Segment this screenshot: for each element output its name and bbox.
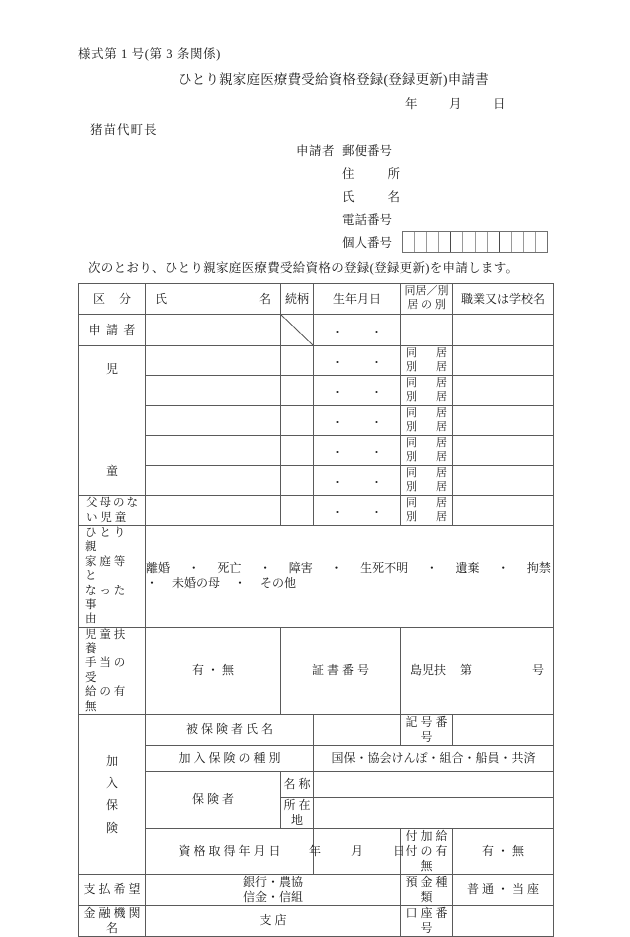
child-row-2 xyxy=(79,376,554,406)
applicant-phone-row xyxy=(296,207,548,230)
acquire-date-row xyxy=(79,828,554,874)
insurer-name-row xyxy=(79,771,554,797)
child-allowance-row xyxy=(79,627,554,714)
child-name-field[interactable] xyxy=(146,406,281,436)
insurance-type-row xyxy=(79,745,554,771)
intro-text: 次のとおり、ひとり親家庭医療費受給資格の登録(登録更新)を申請します。 xyxy=(88,261,519,275)
header-job-school: 職業又は学校名 xyxy=(453,284,554,315)
extra-benefit-options[interactable]: 有 ・ 無 xyxy=(453,828,554,874)
mynumber-cell[interactable] xyxy=(476,232,488,252)
bank-institution-row xyxy=(79,905,554,936)
bank-payment-row xyxy=(79,874,554,905)
applicant-info-block xyxy=(296,138,548,253)
child-cohabitation-field[interactable]: 同 居 別 居 xyxy=(401,466,453,496)
date-year-label: 年 xyxy=(405,97,418,111)
payment-request-label: 支 払 希 望 xyxy=(79,874,146,905)
financial-institution-label: 金 融 機 関 名 xyxy=(79,905,146,936)
child-name-field[interactable] xyxy=(146,466,281,496)
applicant-relation-blocked xyxy=(281,315,314,346)
phone-number-label: 電話番号 xyxy=(342,212,393,227)
insurance-type-label: 加 入 保 険 の 種 別 xyxy=(146,745,314,771)
mynumber-cell[interactable] xyxy=(524,232,536,252)
child-row-3 xyxy=(79,406,554,436)
mynumber-cell[interactable] xyxy=(427,232,439,252)
branch-field[interactable]: 支 店 xyxy=(146,905,401,936)
date-day-label: 日 xyxy=(493,97,506,111)
allowance-yes-no-option[interactable]: 有 ・ 無 xyxy=(146,627,281,714)
child-birthdate-field[interactable]: ・ ・ xyxy=(314,436,401,466)
acquire-date-label: 資 格 取 得 年 月 日 xyxy=(146,828,314,874)
applicant-mynumber-row xyxy=(296,230,548,253)
addressee: 猪苗代町長 xyxy=(90,123,158,137)
insurer-address-field[interactable] xyxy=(314,797,554,828)
insurer-address-label: 所 在 地 xyxy=(281,797,314,828)
row-label-child-allowance: 児 童 扶 養 手 当 の 受 給 の 有 無 xyxy=(79,627,146,714)
child-cohabitation-field[interactable]: 同 居 別 居 xyxy=(401,346,453,376)
header-kubun: 区 分 xyxy=(79,284,146,315)
insurance-type-options[interactable]: 国保・協会けんぽ・組合・船員・共済 xyxy=(314,745,554,771)
table-header-row xyxy=(79,284,554,315)
document-title: ひとり親家庭医療費受給資格登録(登録更新)申請書 xyxy=(178,72,489,87)
deposit-type-options[interactable]: 普 通 ・ 当 座 xyxy=(453,874,554,905)
mynumber-label: 個人番号 xyxy=(342,235,393,250)
child-row-4 xyxy=(79,436,554,466)
child-birthdate-field[interactable]: ・ ・ xyxy=(314,466,401,496)
insurance-insured-name-row xyxy=(79,714,554,745)
child-name-field[interactable] xyxy=(146,436,281,466)
child-job-field[interactable] xyxy=(453,406,554,436)
applicant-job-field[interactable] xyxy=(453,315,554,346)
row-label-applicant: 申 請 者 xyxy=(79,315,146,346)
child-row-5 xyxy=(79,466,554,496)
child-name-field[interactable] xyxy=(146,346,281,376)
mynumber-input-boxes[interactable] xyxy=(402,231,548,253)
row-label-children: 児 童 xyxy=(79,346,146,496)
header-cohabitation: 同居／別 居 の 別 xyxy=(401,284,453,315)
account-number-label: 口 座 番 号 xyxy=(401,905,453,936)
reason-options-line2: ・ 未婚の母 ・ その他 xyxy=(146,576,297,591)
reason-options-line1: 離婚 ・ 死亡 ・ 障害 ・ 生死不明 ・ 遺棄 ・ 拘禁 xyxy=(146,561,551,576)
reason-options-cell[interactable] xyxy=(146,526,554,628)
header-relation: 続柄 xyxy=(281,284,314,315)
mynumber-cell[interactable] xyxy=(500,232,512,252)
orphan-job-field[interactable] xyxy=(453,496,554,526)
child-name-field[interactable] xyxy=(146,376,281,406)
child-job-field[interactable] xyxy=(453,376,554,406)
orphan-relation-field[interactable] xyxy=(281,496,314,526)
deposit-type-label: 預 金 種 類 xyxy=(401,874,453,905)
row-label-orphan: 父 母 の な い 児 童 xyxy=(79,496,146,526)
mynumber-cell[interactable] xyxy=(439,232,451,252)
mynumber-cell[interactable] xyxy=(403,232,415,252)
insurer-name-field[interactable] xyxy=(314,771,554,797)
applicant-table-row xyxy=(79,315,554,346)
symbol-number-label: 記 号 番 号 xyxy=(401,714,453,745)
child-cohabitation-field[interactable]: 同 居 別 居 xyxy=(401,376,453,406)
applicant-name-row xyxy=(296,184,548,207)
mynumber-cell[interactable] xyxy=(536,232,548,252)
date-line xyxy=(405,94,506,112)
child-row-1 xyxy=(79,346,554,376)
orphan-name-field[interactable] xyxy=(146,496,281,526)
symbol-number-field[interactable] xyxy=(453,714,554,745)
row-label-insurance: 加 入 保 険 xyxy=(79,714,146,874)
child-cohabitation-field[interactable]: 同 居 別 居 xyxy=(401,436,453,466)
certificate-number-field[interactable]: 島児扶 第 号 xyxy=(401,627,554,714)
orphan-birthdate-field[interactable]: ・ ・ xyxy=(314,496,401,526)
child-birthdate-field[interactable]: ・ ・ xyxy=(314,376,401,406)
orphan-row xyxy=(79,496,554,526)
child-relation-field[interactable] xyxy=(281,406,314,436)
applicant-lead-label: 申請者 xyxy=(296,143,336,158)
applicant-name-field[interactable] xyxy=(146,315,281,346)
reason-row xyxy=(79,526,554,628)
child-relation-field[interactable] xyxy=(281,376,314,406)
address-label: 住 所 xyxy=(342,166,400,181)
date-month-label: 月 xyxy=(449,97,462,111)
child-job-field[interactable] xyxy=(453,346,554,376)
applicant-address-row xyxy=(296,161,548,184)
child-job-field[interactable] xyxy=(453,466,554,496)
insured-name-field[interactable] xyxy=(314,714,401,745)
bank-type-options[interactable]: 銀行・農協 信金・信組 xyxy=(146,874,401,905)
child-cohabitation-field[interactable]: 同 居 別 居 xyxy=(401,406,453,436)
postal-code-label: 郵便番号 xyxy=(342,143,393,158)
child-job-field[interactable] xyxy=(453,436,554,466)
name-label: 氏 名 xyxy=(342,189,400,204)
mynumber-cell[interactable] xyxy=(488,232,500,252)
child-birthdate-field[interactable]: ・ ・ xyxy=(314,346,401,376)
extra-benefit-label: 付 加 給 付 の 有 無 xyxy=(401,828,453,874)
account-number-field[interactable] xyxy=(453,905,554,936)
child-relation-field[interactable] xyxy=(281,346,314,376)
header-name: 氏 名 xyxy=(146,284,281,315)
certificate-number-label: 証 書 番 号 xyxy=(281,627,401,714)
insurer-name-label: 名 称 xyxy=(281,771,314,797)
child-relation-field[interactable] xyxy=(281,466,314,496)
mynumber-cell[interactable] xyxy=(451,232,463,252)
main-form-table xyxy=(78,283,554,937)
row-label-reason: ひ と り 親 家 庭 等 と な っ た 事 由 xyxy=(79,526,146,628)
mynumber-cell[interactable] xyxy=(512,232,524,252)
insurer-label: 保 険 者 xyxy=(146,771,281,828)
acquire-date-field[interactable]: 年 月 日 xyxy=(314,828,401,874)
applicant-birthdate-field[interactable]: ・ ・ xyxy=(314,315,401,346)
applicant-postal-row xyxy=(296,138,548,161)
child-relation-field[interactable] xyxy=(281,436,314,466)
insured-name-label: 被 保 険 者 氏 名 xyxy=(146,714,314,745)
applicant-cohabitation-field[interactable] xyxy=(401,315,453,346)
orphan-cohabitation-field[interactable]: 同 居 別 居 xyxy=(401,496,453,526)
mynumber-cell[interactable] xyxy=(463,232,475,252)
mynumber-cell[interactable] xyxy=(415,232,427,252)
header-birthdate: 生年月日 xyxy=(314,284,401,315)
child-birthdate-field[interactable]: ・ ・ xyxy=(314,406,401,436)
form-code: 様式第 1 号(第 3 条関係) xyxy=(78,47,221,61)
